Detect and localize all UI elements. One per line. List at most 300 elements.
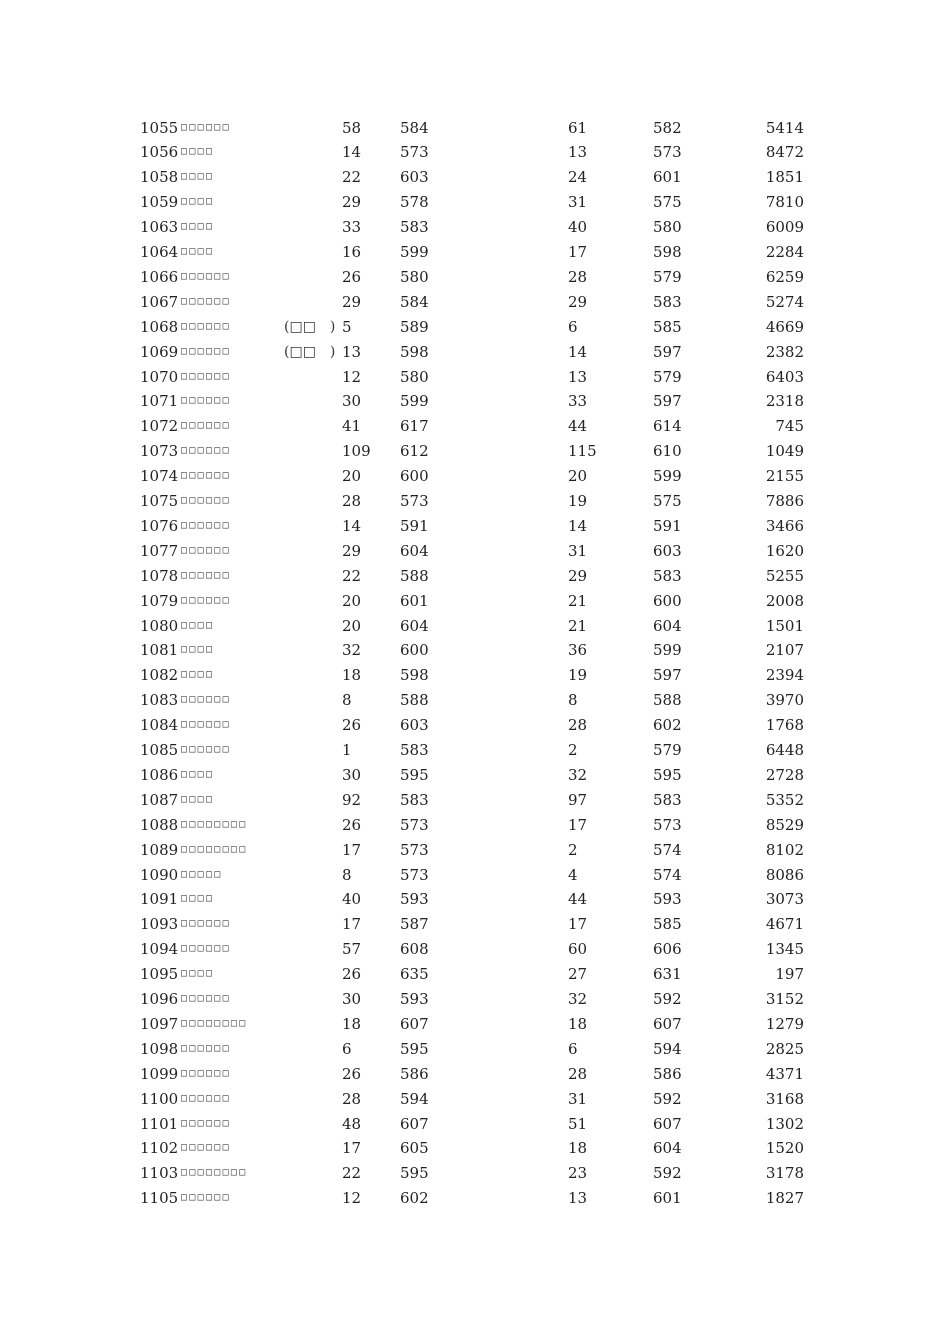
value-e: 8529 xyxy=(765,815,804,834)
school-code: 1059 xyxy=(140,193,179,212)
value-e: 197 xyxy=(775,965,804,984)
value-e: 4371 xyxy=(765,1064,804,1083)
value-a: 18 xyxy=(342,1014,362,1033)
value-b: 594 xyxy=(400,1089,429,1108)
value-b: 573 xyxy=(400,865,429,884)
value-b: 573 xyxy=(400,492,429,510)
value-e: 1851 xyxy=(765,168,804,187)
value-d: 597 xyxy=(653,666,682,685)
value-e: 2825 xyxy=(765,1039,804,1058)
school-code: 1089 xyxy=(140,840,179,859)
value-e: 5352 xyxy=(765,790,804,809)
value-a: 57 xyxy=(342,940,362,959)
value-b: 603 xyxy=(400,716,429,735)
table-row xyxy=(0,589,950,614)
table-row xyxy=(0,937,950,962)
value-c: 31 xyxy=(568,193,588,212)
value-d: 591 xyxy=(653,516,682,535)
value-c: 18 xyxy=(568,1139,588,1158)
school-code: 1098 xyxy=(140,1039,179,1058)
value-e: 1520 xyxy=(765,1139,804,1158)
school-code: 1101 xyxy=(140,1114,179,1133)
table-row xyxy=(0,539,950,564)
value-c: 21 xyxy=(568,616,588,635)
value-b: 573 xyxy=(400,815,429,834)
value-e: 5255 xyxy=(765,566,804,585)
value-d: 585 xyxy=(653,317,682,336)
school-name: □□□□□□ xyxy=(181,993,231,1004)
table-row xyxy=(0,240,950,265)
value-b: 617 xyxy=(400,417,429,436)
value-e: 3152 xyxy=(765,990,804,1008)
value-c: 28 xyxy=(568,716,588,735)
value-d: 592 xyxy=(653,1164,682,1183)
value-b: 599 xyxy=(400,243,429,261)
school-code: 1075 xyxy=(140,492,179,510)
value-d: 593 xyxy=(653,890,682,909)
school-code: 1078 xyxy=(140,566,179,585)
value-c: 29 xyxy=(568,292,588,311)
value-e: 7810 xyxy=(765,193,804,212)
value-a: 28 xyxy=(342,1089,362,1108)
value-c: 14 xyxy=(568,342,588,361)
school-name: □□□□□ xyxy=(181,868,223,880)
value-d: 631 xyxy=(653,965,682,984)
table-row xyxy=(0,315,950,340)
value-e: 2008 xyxy=(765,591,804,610)
value-c: 14 xyxy=(568,516,588,535)
table-row xyxy=(0,763,950,788)
school-code: 1086 xyxy=(140,765,179,784)
value-e: 7886 xyxy=(765,492,804,510)
table-row xyxy=(0,290,950,315)
value-e: 1302 xyxy=(765,1114,804,1133)
value-e: 1501 xyxy=(765,616,804,635)
value-d: 583 xyxy=(653,292,682,311)
school-name: □□□□□□ xyxy=(181,544,231,556)
value-a: 26 xyxy=(342,965,362,984)
value-a: 30 xyxy=(342,990,362,1008)
school-code: 1096 xyxy=(140,990,179,1008)
table-row xyxy=(0,887,950,912)
school-name: □□□□□□ xyxy=(181,345,231,357)
value-e: 8086 xyxy=(765,865,804,884)
value-d: 598 xyxy=(653,243,682,261)
school-name: □□□□□□ xyxy=(181,470,231,482)
table-row xyxy=(0,663,950,688)
table-row xyxy=(0,788,950,813)
school-name: □□□□□□ xyxy=(181,420,231,432)
value-a: 16 xyxy=(342,243,362,261)
value-d: 601 xyxy=(653,168,682,187)
value-d: 604 xyxy=(653,1139,682,1158)
table-row xyxy=(0,1136,950,1161)
school-code: 1074 xyxy=(140,467,179,486)
value-b: 583 xyxy=(400,218,429,237)
value-b: 602 xyxy=(400,1189,429,1208)
value-b: 584 xyxy=(400,292,429,311)
school-name: □□□□□□ xyxy=(181,445,231,457)
school-name: □□□□□□ xyxy=(181,320,231,332)
school-code: 1055 xyxy=(140,118,179,137)
value-a: 32 xyxy=(342,641,362,660)
value-b: 580 xyxy=(400,267,429,286)
school-name: □□□□ xyxy=(181,669,215,681)
school-code: 1103 xyxy=(140,1164,179,1183)
value-c: 4 xyxy=(568,865,578,884)
value-b: 580 xyxy=(400,367,429,386)
value-e: 1279 xyxy=(765,1014,804,1033)
school-code: 1067 xyxy=(140,292,179,311)
value-a: 17 xyxy=(342,1139,362,1158)
value-c: 115 xyxy=(568,442,597,461)
value-b: 573 xyxy=(400,143,429,162)
school-name: □□□□ xyxy=(181,146,215,158)
value-a: 1 xyxy=(342,741,352,759)
value-e: 8472 xyxy=(765,143,804,162)
table-row xyxy=(0,863,950,888)
school-name: □□□□□□ xyxy=(181,744,231,755)
school-name: □□□□ xyxy=(181,246,215,257)
value-d: 575 xyxy=(653,193,682,212)
school-name: □□□□ xyxy=(181,196,215,208)
value-a: 28 xyxy=(342,492,362,510)
value-c: 6 xyxy=(568,1039,578,1058)
school-name: □□□□ xyxy=(181,171,215,183)
value-b: 593 xyxy=(400,990,429,1008)
value-c: 51 xyxy=(568,1114,588,1133)
school-code: 1068 xyxy=(140,317,179,336)
value-c: 61 xyxy=(568,118,588,137)
value-a: 6 xyxy=(342,1039,352,1058)
value-c: 33 xyxy=(568,392,588,411)
value-b: 604 xyxy=(400,616,429,635)
value-e: 1620 xyxy=(765,541,804,560)
value-c: 32 xyxy=(568,990,588,1008)
table-row xyxy=(0,614,950,639)
value-d: 574 xyxy=(653,840,682,859)
value-c: 8 xyxy=(568,691,578,710)
school-code: 1094 xyxy=(140,940,179,959)
value-b: 588 xyxy=(400,691,429,710)
value-e: 6448 xyxy=(765,741,804,759)
value-b: 578 xyxy=(400,193,429,212)
value-d: 599 xyxy=(653,641,682,660)
school-name: □□□□□□ xyxy=(181,1092,231,1104)
value-a: 26 xyxy=(342,815,362,834)
value-a: 20 xyxy=(342,591,362,610)
table-row xyxy=(0,215,950,240)
value-b: 600 xyxy=(400,641,429,660)
school-note: (□□ ) xyxy=(284,318,336,335)
value-e: 2382 xyxy=(765,342,804,361)
value-c: 31 xyxy=(568,541,588,560)
school-name: □□□□ xyxy=(181,644,215,656)
school-name: □□□□ xyxy=(181,793,215,805)
value-b: 605 xyxy=(400,1139,429,1158)
value-a: 17 xyxy=(342,840,362,859)
value-e: 2728 xyxy=(765,765,804,784)
value-d: 588 xyxy=(653,691,682,710)
value-b: 612 xyxy=(400,442,429,461)
school-code: 1083 xyxy=(140,691,179,710)
value-c: 6 xyxy=(568,317,578,336)
value-a: 8 xyxy=(342,865,352,884)
school-name: □□□□□□ xyxy=(181,943,231,955)
value-e: 3466 xyxy=(765,516,804,535)
value-b: 607 xyxy=(400,1014,429,1033)
value-c: 17 xyxy=(568,915,588,934)
school-code: 1082 xyxy=(140,666,179,685)
school-code: 1099 xyxy=(140,1064,179,1083)
value-c: 21 xyxy=(568,591,588,610)
value-d: 583 xyxy=(653,566,682,585)
value-c: 36 xyxy=(568,641,588,660)
value-c: 18 xyxy=(568,1014,588,1033)
table-row xyxy=(0,1186,950,1211)
school-name: □□□□□□ xyxy=(181,270,231,282)
value-e: 5414 xyxy=(765,118,804,137)
value-c: 31 xyxy=(568,1089,588,1108)
school-name: □□□□□□ xyxy=(181,918,231,930)
school-name: □□□□□□ xyxy=(181,295,231,307)
value-d: 604 xyxy=(653,616,682,635)
value-b: 595 xyxy=(400,765,429,784)
school-code: 1064 xyxy=(140,243,179,261)
table-row xyxy=(0,439,950,464)
table-row xyxy=(0,838,950,863)
school-code: 1105 xyxy=(140,1189,179,1208)
value-b: 607 xyxy=(400,1114,429,1133)
school-name: □□□□ xyxy=(181,768,215,780)
school-code: 1070 xyxy=(140,367,179,386)
table-row xyxy=(0,738,950,763)
value-a: 8 xyxy=(342,691,352,710)
school-code: 1093 xyxy=(140,915,179,934)
value-d: 586 xyxy=(653,1064,682,1083)
value-b: 587 xyxy=(400,915,429,934)
table-row xyxy=(0,389,950,414)
value-a: 26 xyxy=(342,1064,362,1083)
value-d: 595 xyxy=(653,765,682,784)
value-d: 583 xyxy=(653,790,682,809)
value-a: 109 xyxy=(342,442,371,461)
value-a: 92 xyxy=(342,790,362,809)
value-d: 606 xyxy=(653,940,682,959)
value-a: 48 xyxy=(342,1114,362,1133)
value-e: 4671 xyxy=(765,915,804,934)
value-b: 595 xyxy=(400,1164,429,1183)
school-code: 1088 xyxy=(140,815,179,834)
value-a: 33 xyxy=(342,218,362,237)
value-b: 599 xyxy=(400,392,429,411)
value-a: 17 xyxy=(342,915,362,934)
value-a: 29 xyxy=(342,541,362,560)
school-code: 1090 xyxy=(140,865,179,884)
school-code: 1079 xyxy=(140,591,179,610)
school-code: 1056 xyxy=(140,143,179,162)
value-d: 607 xyxy=(653,1014,682,1033)
value-e: 3168 xyxy=(765,1089,804,1108)
value-c: 29 xyxy=(568,566,588,585)
value-d: 585 xyxy=(653,915,682,934)
school-name: □□□□□□ xyxy=(181,1067,231,1079)
value-a: 22 xyxy=(342,566,362,585)
value-e: 2107 xyxy=(765,641,804,660)
value-c: 28 xyxy=(568,267,588,286)
value-b: 601 xyxy=(400,591,429,610)
value-a: 41 xyxy=(342,417,362,436)
value-c: 13 xyxy=(568,143,588,162)
table-row xyxy=(0,165,950,190)
value-b: 635 xyxy=(400,965,429,984)
value-d: 592 xyxy=(653,990,682,1008)
value-a: 12 xyxy=(342,367,362,386)
value-e: 6259 xyxy=(765,267,804,286)
school-name: □□□□□□ xyxy=(181,719,231,731)
table-row xyxy=(0,340,950,365)
value-e: 745 xyxy=(775,417,804,436)
value-c: 60 xyxy=(568,940,588,959)
value-c: 27 xyxy=(568,965,588,984)
table-row xyxy=(0,912,950,937)
value-c: 44 xyxy=(568,890,588,909)
value-e: 8102 xyxy=(765,840,804,859)
school-name: □□□□□□ xyxy=(181,569,231,581)
value-c: 19 xyxy=(568,666,588,685)
school-name: □□□□□□ xyxy=(181,519,231,531)
value-b: 593 xyxy=(400,890,429,909)
value-c: 23 xyxy=(568,1164,588,1183)
value-b: 604 xyxy=(400,541,429,560)
value-e: 3073 xyxy=(765,890,804,909)
value-b: 589 xyxy=(400,317,429,336)
value-c: 19 xyxy=(568,492,588,510)
value-d: 574 xyxy=(653,865,682,884)
table-row xyxy=(0,514,950,539)
value-d: 601 xyxy=(653,1189,682,1208)
value-c: 17 xyxy=(568,815,588,834)
school-name: □□□□□□ xyxy=(181,1142,231,1154)
value-e: 1768 xyxy=(765,716,804,735)
value-b: 591 xyxy=(400,516,429,535)
value-d: 573 xyxy=(653,143,682,162)
value-c: 24 xyxy=(568,168,588,187)
school-name: □□□□□□ xyxy=(181,1117,231,1129)
value-b: 573 xyxy=(400,840,429,859)
value-e: 2394 xyxy=(765,666,804,685)
table-row xyxy=(0,688,950,713)
value-a: 13 xyxy=(342,342,362,361)
school-name: □□□□□□ xyxy=(181,1192,231,1204)
value-e: 4669 xyxy=(765,317,804,336)
school-name: □□□□ xyxy=(181,221,215,233)
value-e: 2318 xyxy=(765,392,804,411)
value-d: 575 xyxy=(653,492,682,510)
value-b: 583 xyxy=(400,790,429,809)
school-code: 1097 xyxy=(140,1014,179,1033)
value-e: 1345 xyxy=(765,940,804,959)
table-row xyxy=(0,987,950,1012)
school-name: □□□□□□ xyxy=(181,1042,231,1054)
value-d: 610 xyxy=(653,442,682,461)
table-row xyxy=(0,464,950,489)
value-a: 58 xyxy=(342,118,362,137)
value-b: 584 xyxy=(400,118,429,137)
table-row xyxy=(0,414,950,439)
value-b: 603 xyxy=(400,168,429,187)
value-a: 20 xyxy=(342,467,362,486)
table-row xyxy=(0,1037,950,1062)
value-a: 20 xyxy=(342,616,362,635)
value-d: 579 xyxy=(653,367,682,386)
value-c: 17 xyxy=(568,243,588,261)
value-e: 1049 xyxy=(765,442,804,461)
table-row xyxy=(0,116,950,141)
value-a: 22 xyxy=(342,168,362,187)
value-e: 6403 xyxy=(765,367,804,386)
value-b: 586 xyxy=(400,1064,429,1083)
school-name: □□□□□□ xyxy=(181,594,231,606)
table-row xyxy=(0,713,950,738)
value-a: 14 xyxy=(342,143,362,162)
value-d: 592 xyxy=(653,1089,682,1108)
value-a: 18 xyxy=(342,666,362,685)
table-row xyxy=(0,1087,950,1112)
value-b: 595 xyxy=(400,1039,429,1058)
value-b: 583 xyxy=(400,741,429,759)
school-name: □□□□□□□□ xyxy=(181,1017,248,1029)
value-d: 602 xyxy=(653,716,682,735)
value-d: 579 xyxy=(653,267,682,286)
value-c: 28 xyxy=(568,1064,588,1083)
school-note: (□□ ) xyxy=(284,343,336,360)
table-row xyxy=(0,190,950,215)
school-code: 1091 xyxy=(140,890,179,909)
value-b: 608 xyxy=(400,940,429,959)
school-code: 1102 xyxy=(140,1139,179,1158)
table-row xyxy=(0,1112,950,1137)
value-e: 3178 xyxy=(765,1164,804,1183)
value-a: 5 xyxy=(342,317,352,336)
value-d: 614 xyxy=(653,417,682,436)
value-b: 600 xyxy=(400,467,429,486)
value-a: 26 xyxy=(342,267,362,286)
school-code: 1063 xyxy=(140,218,179,237)
value-c: 13 xyxy=(568,367,588,386)
school-name: □□□□□□□□ xyxy=(181,818,248,830)
value-d: 600 xyxy=(653,591,682,610)
value-c: 2 xyxy=(568,741,578,759)
value-c: 2 xyxy=(568,840,578,859)
value-c: 32 xyxy=(568,765,588,784)
school-code: 1087 xyxy=(140,790,179,809)
school-code: 1095 xyxy=(140,965,179,984)
school-code: 1071 xyxy=(140,392,179,411)
value-e: 3970 xyxy=(765,691,804,710)
value-a: 14 xyxy=(342,516,362,535)
value-d: 580 xyxy=(653,218,682,237)
table-row xyxy=(0,1062,950,1087)
table-row xyxy=(0,962,950,987)
table-row xyxy=(0,265,950,290)
school-code: 1084 xyxy=(140,716,179,735)
value-d: 607 xyxy=(653,1114,682,1133)
school-code: 1081 xyxy=(140,641,179,660)
value-c: 40 xyxy=(568,218,588,237)
school-name: □□□□ xyxy=(181,968,215,980)
value-b: 598 xyxy=(400,342,429,361)
